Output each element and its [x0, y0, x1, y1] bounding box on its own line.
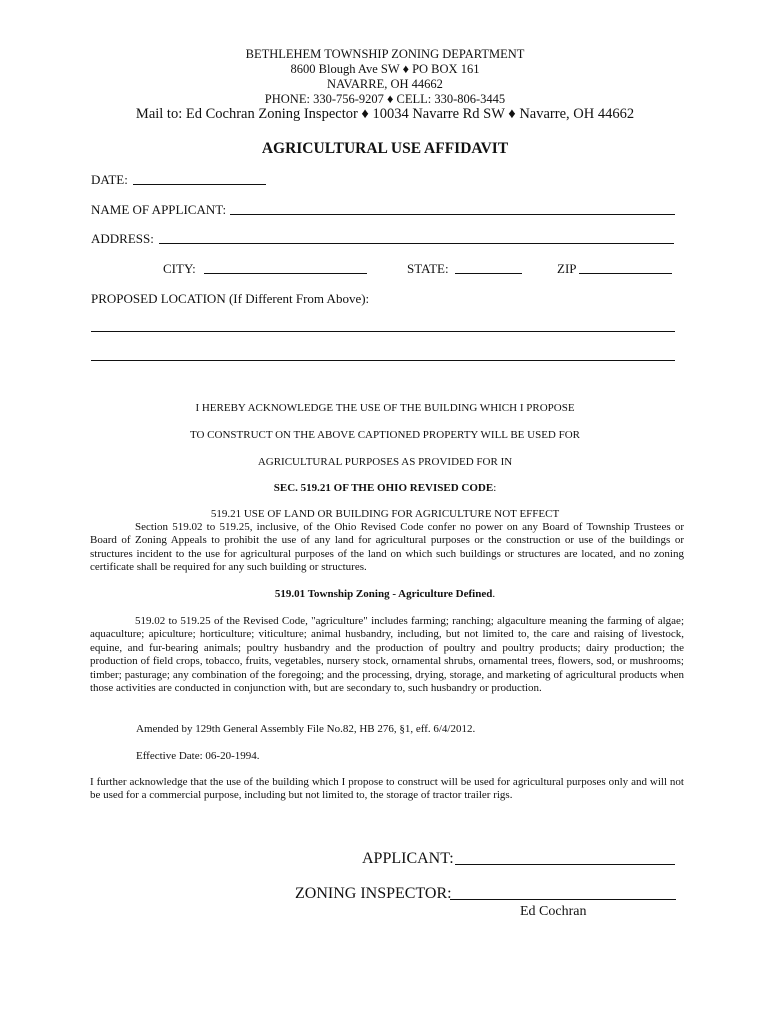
statute-51901-text: 519.02 to 519.25 of the Revised Code, "agriculture" includes farming; ranching; algaculture meaning the farming of algae; aquaculture; apiculture; horticulture; viticulture; animal husbandry, including, but not limited to, the care and raising of livestock, equine, and fur-bearing animals; poultry husbandry and the production of poultry and poultry products; dairy production; the production of field crops, tobacco, fruits, vegetables, nursery stock, ornamental shrubs, ornamental trees, flowers, sod, or mushrooms; timber; pasturage; any combination of the foregoing; and the processing, drying, storage, and marketing of agricultural products when those activities are conducted in conjunction with, but are secondary to, such husbandry or production.: [90, 615, 684, 695]
zip-label: ZIP: [557, 261, 577, 276]
acknowledgement-section: [0, 482, 770, 494]
department-name: BETHLEHEM TOWNSHIP ZONING DEPARTMENT: [245, 47, 525, 61]
form-title: AGRICULTURAL USE AFFIDAVIT: [261, 140, 509, 157]
city-field[interactable]: [204, 273, 367, 274]
inspector-name: Ed Cochran: [520, 904, 587, 919]
statute-51921-heading: 519.21 USE OF LAND OR BUILDING FOR AGRICULTURE NOT EFFECT: [210, 508, 560, 520]
amended-note: Amended by 129th General Assembly File No.82, HB 276, §1, eff. 6/4/2012.: [136, 723, 476, 735]
inspector-signature-line[interactable]: [450, 899, 676, 900]
mail-to-line: Mail to: Ed Cochran Zoning Inspector ♦ 10034 Navarre Rd SW ♦ Navarre, OH 44662: [135, 106, 635, 122]
statute-51921-text: Section 519.02 to 519.25, inclusive, of the Ohio Revised Code confer no power on any Board of Township Trustees or Board of Zoning Appeals to prohibit the use of any land for agricultural purposes or the construction or use of the buildings or structures incident to the use for agricultural purposes of the land on which such buildings or structures are located, and no zoning certificate shall be required for any such building or structures.: [90, 521, 684, 574]
proposed-location-line-1[interactable]: [91, 331, 675, 332]
date-field[interactable]: [133, 184, 266, 185]
applicant-signature-line[interactable]: [455, 864, 675, 865]
department-city: NAVARRE, OH 44662: [327, 77, 443, 91]
acknowledgement-line-1: I HEREBY ACKNOWLEDGE THE USE OF THE BUILDING WHICH I PROPOSE: [195, 402, 575, 414]
proposed-location-line-2[interactable]: [91, 360, 675, 361]
further-acknowledgement-text: I further acknowledge that the use of the building which I propose to construct will be used for agricultural purposes only and will not be used for a commercial purpose, including but not limited to, the storage of tractor trailer rigs.: [90, 776, 684, 802]
inspector-signature-label: ZONING INSPECTOR:: [295, 885, 452, 902]
section-colon: :: [493, 482, 497, 494]
applicant-name-label: NAME OF APPLICANT:: [91, 202, 227, 217]
statute-51901-heading: 519.01 Township Zoning - Agriculture Defined: [274, 588, 493, 600]
acknowledgement-line-2: TO CONSTRUCT ON THE ABOVE CAPTIONED PROPERTY WILL BE USED FOR: [189, 429, 581, 441]
address-label: ADDRESS:: [91, 231, 154, 246]
date-label: DATE:: [91, 172, 128, 187]
zip-field[interactable]: [579, 273, 672, 274]
state-label: STATE:: [407, 261, 449, 276]
effective-date-note: Effective Date: 06-20-1994.: [136, 750, 260, 762]
address-field[interactable]: [159, 243, 674, 244]
proposed-location-label: PROPOSED LOCATION (If Different From Above):: [91, 291, 370, 306]
section-reference: SEC. 519.21 OF THE OHIO REVISED CODE: [273, 482, 494, 494]
department-phone: PHONE: 330-756-9207 ♦ CELL: 330-806-3445: [264, 92, 506, 106]
department-address: 8600 Blough Ave SW ♦ PO BOX 161: [290, 62, 480, 76]
applicant-signature-label: APPLICANT:: [362, 850, 454, 867]
statute-51901-period: .: [492, 588, 496, 600]
state-field[interactable]: [455, 273, 522, 274]
city-label: CITY:: [163, 261, 196, 276]
applicant-name-field[interactable]: [230, 214, 675, 215]
acknowledgement-line-3: AGRICULTURAL PURPOSES AS PROVIDED FOR IN: [257, 456, 513, 468]
